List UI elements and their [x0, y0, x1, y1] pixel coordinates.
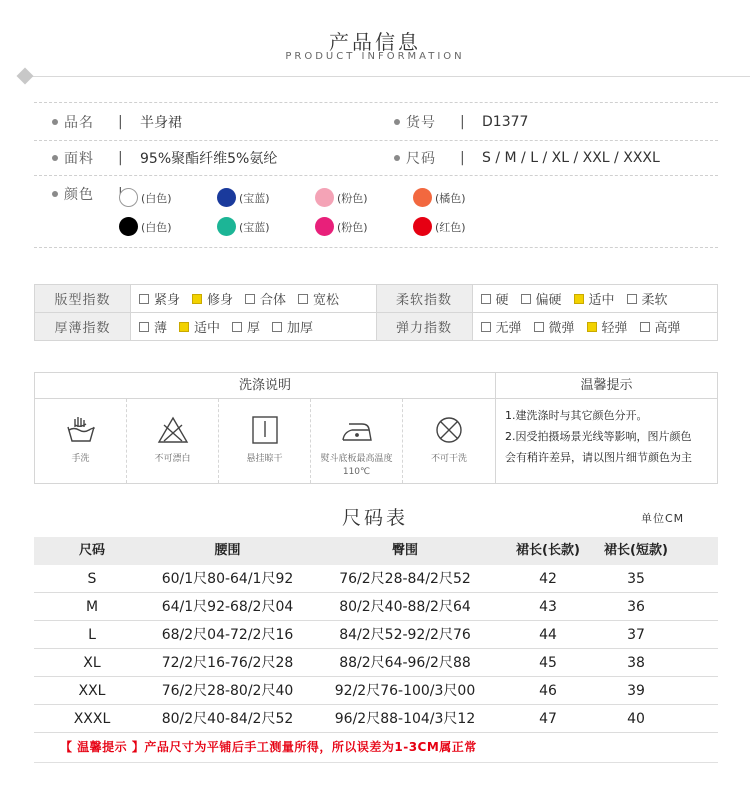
notice-title: 温馨提示 — [496, 373, 717, 399]
index-option[interactable] — [298, 289, 339, 308]
option-label: 高弹 — [654, 321, 681, 336]
table-cell: 72/2尺16-76/2尺28 — [161, 655, 294, 671]
index-option[interactable] — [534, 317, 575, 336]
color-dot — [413, 188, 432, 207]
index-title: 厚薄指数 — [35, 313, 131, 341]
table-row — [34, 677, 718, 705]
index-option[interactable] — [521, 289, 562, 308]
notice-line: 2.因受拍摄场景光线等影响，图片颜色 — [505, 430, 692, 443]
care-label: 不可漂白 — [154, 454, 191, 464]
index-option[interactable] — [587, 317, 628, 336]
color-name: (宝蓝) — [239, 220, 270, 234]
bullet-icon — [52, 191, 58, 197]
option-label: 偏硬 — [535, 293, 562, 308]
index-options — [472, 285, 718, 313]
index-title: 版型指数 — [35, 285, 131, 313]
index-option[interactable] — [245, 289, 286, 308]
color-dot — [119, 217, 138, 236]
index-option[interactable] — [481, 289, 509, 308]
table-cell: 76/2尺28-80/2尺40 — [161, 683, 294, 699]
option-label: 硬 — [495, 293, 509, 308]
index-title: 弹力指数 — [376, 313, 472, 341]
table-cell: 38 — [627, 655, 645, 671]
notice-body — [505, 405, 713, 468]
bullet-icon — [394, 119, 400, 125]
table-cell: 92/2尺76-100/3尺00 — [334, 683, 476, 699]
checkbox-icon — [139, 322, 149, 332]
header-cell: 裙长(短款) — [604, 543, 668, 558]
color-name: (粉色) — [337, 220, 368, 234]
bottom-divider — [34, 762, 718, 763]
table-cell: 64/1尺92-68/2尺04 — [161, 599, 294, 615]
bullet-icon — [52, 155, 58, 161]
index-option[interactable] — [179, 317, 220, 336]
checkbox-icon — [272, 322, 282, 332]
care-title: 洗涤说明 — [35, 373, 496, 399]
index-option[interactable] — [627, 289, 668, 308]
table-row — [34, 621, 718, 649]
index-option[interactable] — [139, 289, 180, 308]
bullet-icon — [394, 155, 400, 161]
color-dot — [315, 188, 334, 207]
color-swatch[interactable] — [413, 217, 511, 236]
checked-box-icon — [179, 322, 189, 332]
info-material — [52, 147, 277, 169]
table-cell: 39 — [627, 683, 645, 699]
index-option[interactable] — [640, 317, 681, 336]
table-cell: 42 — [539, 571, 557, 587]
option-label: 适中 — [588, 293, 615, 308]
care-label: 熨斗底板最高温度110℃ — [320, 454, 393, 477]
color-dot — [217, 188, 236, 207]
iron-icon — [340, 415, 374, 445]
table-cell: M — [85, 599, 99, 615]
index-option[interactable] — [481, 317, 522, 336]
color-swatch[interactable] — [315, 217, 413, 236]
option-label: 厚 — [247, 321, 261, 336]
table-cell: XXL — [78, 683, 106, 699]
color-swatch[interactable] — [119, 188, 217, 207]
page-subtitle: PRODUCT INFORMATION — [285, 51, 465, 62]
color-name: (宝蓝) — [239, 191, 270, 205]
table-cell: 40 — [627, 711, 645, 727]
checkbox-icon — [245, 294, 255, 304]
info-code — [394, 111, 528, 133]
option-label: 修身 — [207, 293, 234, 308]
index-option[interactable] — [574, 289, 615, 308]
info-value: 95%聚酯纤维5%氨纶 — [140, 151, 278, 167]
index-row — [35, 285, 718, 313]
index-options — [131, 285, 377, 313]
option-label: 加厚 — [287, 321, 314, 336]
table-cell: 76/2尺28-84/2尺52 — [339, 571, 471, 587]
color-swatch[interactable] — [119, 217, 217, 236]
info-label: 面料 — [64, 151, 94, 167]
checked-box-icon — [587, 322, 597, 332]
size-table-header — [34, 537, 718, 565]
option-label: 紧身 — [154, 293, 181, 308]
table-cell: 35 — [627, 571, 645, 587]
info-label: 尺码 — [406, 151, 436, 167]
table-cell: 80/2尺40-88/2尺64 — [339, 599, 471, 615]
care-panel — [34, 372, 718, 484]
checked-box-icon — [574, 294, 584, 304]
header-cell: 臀围 — [391, 543, 418, 558]
page-title: 产品信息 — [329, 30, 421, 54]
dashed-divider — [34, 102, 718, 103]
size-unit: 单位CM — [641, 512, 685, 525]
table-cell: XL — [83, 655, 101, 671]
option-label: 微弹 — [548, 321, 575, 336]
table-cell: 96/2尺88-104/3尺12 — [334, 711, 476, 727]
table-cell: S — [87, 571, 97, 587]
table-row — [34, 705, 718, 733]
index-options — [472, 313, 718, 341]
checkbox-icon — [534, 322, 544, 332]
care-item — [127, 399, 219, 483]
care-label: 不可干洗 — [430, 454, 467, 464]
table-cell: 45 — [539, 655, 557, 671]
checkbox-icon — [640, 322, 650, 332]
checkbox-icon — [627, 294, 637, 304]
table-cell: 80/2尺40-84/2尺52 — [161, 711, 294, 727]
checkbox-icon — [232, 322, 242, 332]
color-swatch-row — [119, 217, 511, 236]
index-title: 柔软指数 — [376, 285, 472, 313]
checkbox-icon — [298, 294, 308, 304]
no-bleach-icon — [156, 415, 190, 445]
header-cell: 腰围 — [214, 543, 241, 558]
care-label: 手洗 — [71, 454, 90, 464]
hang-dry-icon — [248, 415, 282, 445]
info-size — [394, 147, 660, 169]
dashed-divider — [34, 247, 718, 248]
color-swatch[interactable] — [315, 188, 413, 207]
color-swatch[interactable] — [413, 188, 511, 207]
header-cell: 裙长(长款) — [516, 543, 580, 558]
info-label: 品名 — [64, 115, 94, 131]
index-option[interactable] — [139, 317, 167, 336]
table-cell: L — [88, 627, 96, 643]
table-cell: 84/2尺52-92/2尺76 — [339, 627, 471, 643]
checked-box-icon — [192, 294, 202, 304]
info-separator: | — [118, 150, 123, 166]
checkbox-icon — [139, 294, 149, 304]
color-swatch-row — [119, 188, 511, 207]
index-option[interactable] — [232, 317, 260, 336]
info-separator: | — [118, 114, 123, 130]
care-item — [35, 399, 127, 483]
option-label: 无弹 — [495, 321, 522, 336]
index-row — [35, 313, 718, 341]
hand-wash-icon — [64, 415, 98, 445]
index-options — [131, 313, 377, 341]
table-cell: 68/2尺04-72/2尺16 — [161, 627, 294, 643]
info-value: D1377 — [482, 114, 529, 130]
no-dry-clean-icon — [432, 415, 466, 445]
color-swatch[interactable] — [217, 188, 315, 207]
table-cell: 43 — [539, 599, 557, 615]
info-label: 货号 — [406, 115, 436, 131]
color-name: (白色) — [141, 191, 172, 205]
care-item — [403, 399, 495, 483]
info-name — [52, 111, 182, 133]
info-label: 颜色 — [64, 187, 94, 203]
fit-index-table — [34, 284, 718, 341]
notice-line: 1.建洗涤时与其它颜色分开。 — [505, 409, 648, 422]
info-separator: | — [460, 150, 465, 166]
table-cell: 47 — [539, 711, 557, 727]
table-cell: XXXL — [73, 711, 111, 727]
info-separator: | — [460, 114, 465, 130]
color-dot — [315, 217, 334, 236]
color-name: (红色) — [435, 220, 466, 234]
care-icons — [35, 399, 496, 483]
header-cell: 尺码 — [78, 543, 105, 558]
option-label: 柔软 — [641, 293, 668, 308]
index-option[interactable] — [192, 289, 233, 308]
dashed-divider — [34, 175, 718, 176]
table-cell: 44 — [539, 627, 557, 643]
table-cell: 36 — [627, 599, 645, 615]
table-row — [34, 649, 718, 677]
info-value: 半身裙 — [140, 115, 182, 131]
dashed-divider — [34, 140, 718, 141]
color-dot — [413, 217, 432, 236]
color-swatch[interactable] — [217, 217, 315, 236]
warning-note: 【 温馨提示 】产品尺寸为平铺后手工测量所得，所以误差为1-3CM属正常 — [60, 740, 477, 754]
care-item — [219, 399, 311, 483]
diamond-ornament-icon — [17, 68, 34, 85]
color-dot — [119, 188, 138, 207]
option-label: 轻弹 — [601, 321, 628, 336]
option-label: 宽松 — [313, 293, 340, 308]
notice-line: 会有稍许差异，请以图片细节颜色为主 — [505, 451, 692, 464]
bullet-icon — [52, 119, 58, 125]
care-item — [311, 399, 403, 483]
checkbox-icon — [481, 322, 491, 332]
option-label: 合体 — [260, 293, 287, 308]
color-dot — [217, 217, 236, 236]
table-row — [34, 593, 718, 621]
option-label: 薄 — [154, 321, 168, 336]
checkbox-icon — [521, 294, 531, 304]
header-divider — [26, 76, 750, 77]
table-cell: 60/1尺80-64/1尺92 — [161, 571, 294, 587]
table-cell: 88/2尺64-96/2尺88 — [339, 655, 471, 671]
color-name: (粉色) — [337, 191, 368, 205]
color-name: (白色) — [141, 220, 172, 234]
table-cell: 37 — [627, 627, 645, 643]
color-name: (橘色) — [435, 191, 466, 205]
info-value: S / M / L / XL / XXL / XXXL — [482, 150, 660, 166]
option-label: 适中 — [194, 321, 221, 336]
size-table-title: 尺码表 — [341, 507, 408, 529]
care-label: 悬挂晾干 — [246, 454, 283, 464]
index-option[interactable] — [272, 317, 313, 336]
table-row — [34, 565, 718, 593]
table-cell: 46 — [539, 683, 557, 699]
checkbox-icon — [481, 294, 491, 304]
